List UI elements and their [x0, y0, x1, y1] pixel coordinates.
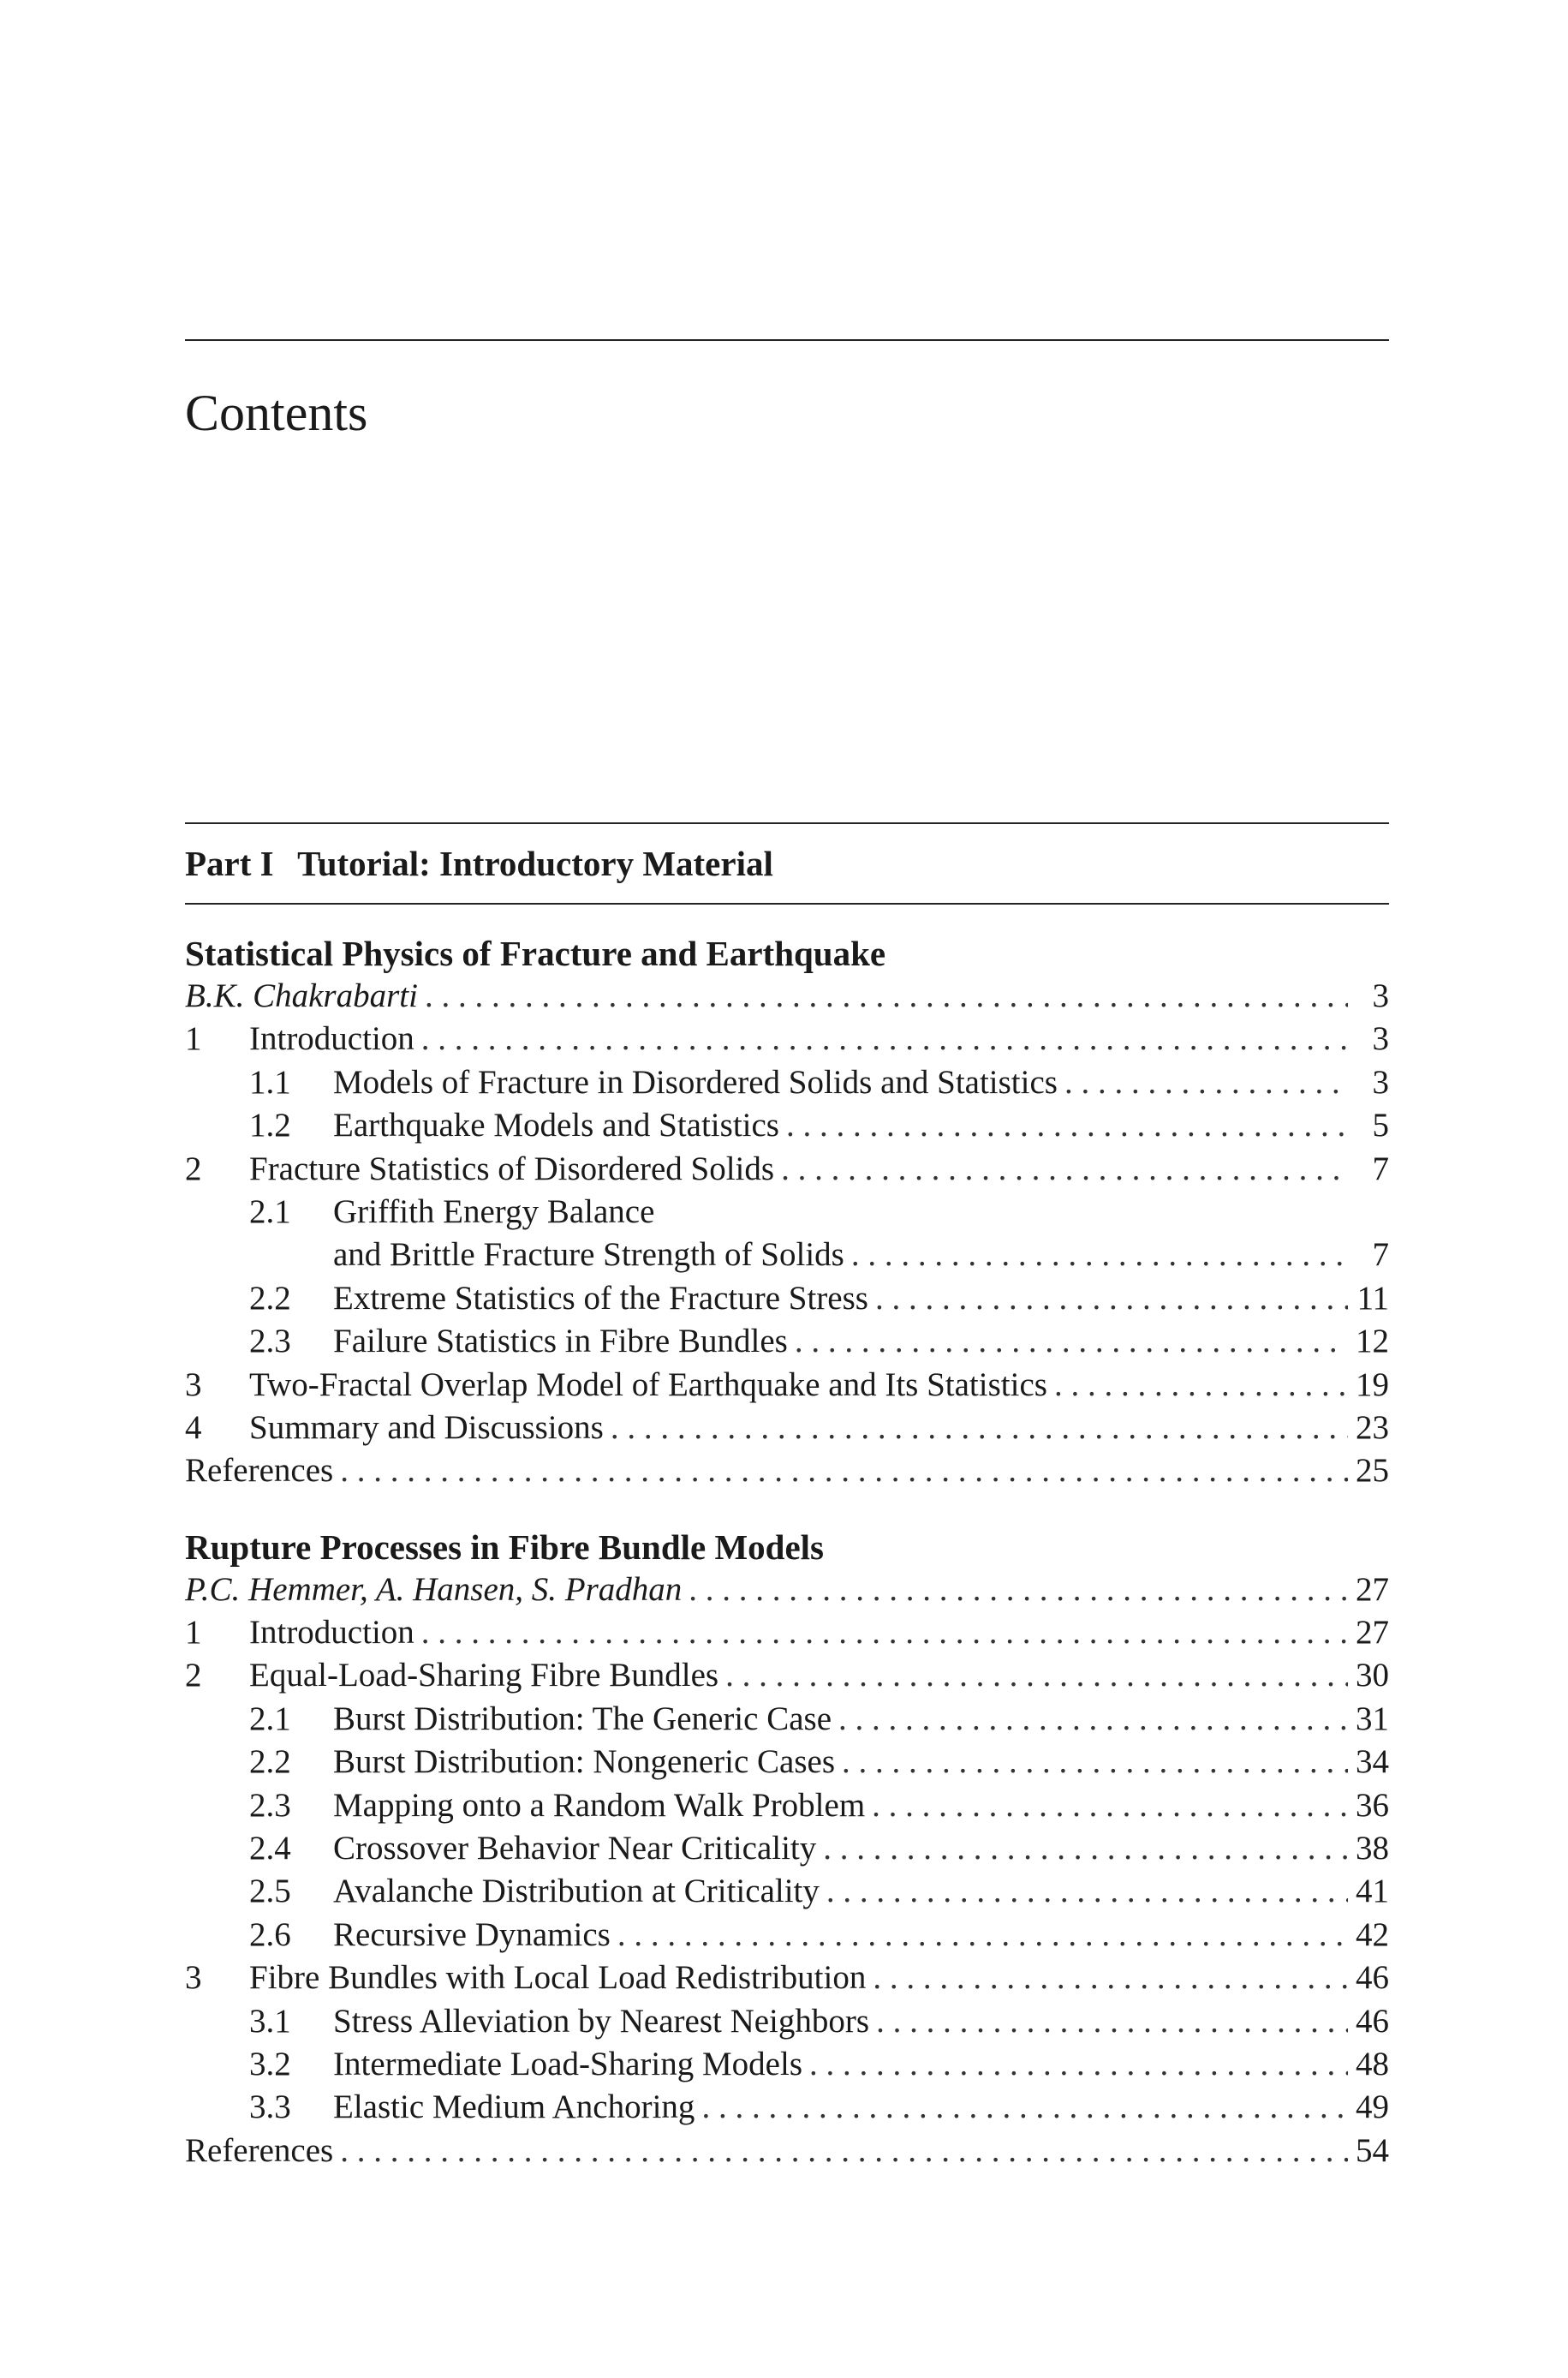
section-title: Elastic Medium Anchoring	[333, 2088, 695, 2126]
section-title: Intermediate Load-Sharing Models	[333, 2045, 802, 2082]
toc-entry[interactable]	[185, 2000, 1389, 2043]
section-title: Mapping onto a Random Walk Problem	[333, 1786, 866, 1824]
toc-entry[interactable]	[185, 1611, 1389, 1654]
section-title: Fibre Bundles with Local Load Redistribution	[249, 1959, 867, 1997]
leader-dots	[689, 1568, 1348, 1611]
toc-entry[interactable]	[185, 1914, 1389, 1957]
chapter-authors: P.C. Hemmer, A. Hansen, S. Pradhan	[185, 1570, 683, 1608]
toc-entry[interactable]	[185, 1320, 1389, 1363]
section-number: 1	[185, 1614, 202, 1652]
toc-entry[interactable]	[185, 1741, 1389, 1784]
page-number: 19	[1356, 1365, 1389, 1403]
page-number: 3	[1372, 1063, 1389, 1101]
chapter-list	[185, 932, 1389, 2172]
page-number: 5	[1372, 1107, 1389, 1144]
toc-entry[interactable]	[185, 1061, 1389, 1104]
leader-dots	[823, 1827, 1348, 1870]
toc-entry[interactable]	[185, 1191, 1389, 1234]
section-title: Earthquake Models and Statistics	[333, 1107, 779, 1144]
page-number: 41	[1356, 1873, 1389, 1910]
toc-entry[interactable]	[185, 1104, 1389, 1147]
section-number: 2.1	[249, 1700, 291, 1737]
page-number: 11	[1356, 1279, 1389, 1317]
leader-dots	[1054, 1364, 1348, 1407]
section-number: 3	[185, 1365, 202, 1403]
leader-dots	[340, 1449, 1348, 1492]
toc-author-row[interactable]	[185, 975, 1389, 1018]
leader-dots	[701, 2086, 1348, 2129]
section-number: 3.2	[249, 2045, 291, 2082]
page-number: 36	[1356, 1786, 1389, 1824]
section-number: 2.3	[249, 1323, 291, 1360]
leader-dots	[838, 1698, 1348, 1741]
section-title: Stress Alleviation by Nearest Neighbors	[333, 2002, 870, 2040]
toc-author-row[interactable]	[185, 1568, 1389, 1611]
leader-dots	[611, 1407, 1348, 1449]
page-number: 3	[1372, 977, 1389, 1014]
page-number: 30	[1356, 1657, 1389, 1694]
section-title: Introduction	[249, 1614, 414, 1652]
section-number: 2	[185, 1657, 202, 1694]
section-number: 2.1	[249, 1192, 291, 1230]
chapter-section	[185, 1526, 1389, 2172]
toc-entry[interactable]	[185, 1957, 1389, 1999]
page-number: 31	[1356, 1700, 1389, 1737]
section-number: 2.2	[249, 1279, 291, 1317]
leader-dots	[826, 1870, 1348, 1913]
section-title: Burst Distribution: The Generic Case	[333, 1700, 832, 1737]
section-title: Avalanche Distribution at Criticality	[333, 1873, 820, 1910]
leader-dots	[781, 1148, 1348, 1191]
leader-dots	[872, 1784, 1348, 1827]
section-title: Two-Fractal Overlap Model of Earthquake and Its Statistics	[249, 1365, 1047, 1403]
page-number: 46	[1356, 1959, 1389, 1997]
toc-entry[interactable]	[185, 1784, 1389, 1827]
page-number: 49	[1356, 2088, 1389, 2126]
section-number: 1.1	[249, 1063, 291, 1101]
section-title: Griffith Energy Balance	[333, 1192, 655, 1230]
top-rule	[185, 339, 1389, 341]
leader-dots	[876, 2000, 1348, 2043]
leader-dots	[1064, 1061, 1348, 1104]
section-title: Burst Distribution: Nongeneric Cases	[333, 1743, 836, 1781]
section-title: Models of Fracture in Disordered Solids and Statistics	[333, 1063, 1058, 1101]
part-label: Part I	[185, 844, 274, 883]
toc-references[interactable]	[185, 1449, 1389, 1492]
chapter-authors: B.K. Chakrabarti	[185, 977, 418, 1014]
toc-entry[interactable]	[185, 1698, 1389, 1741]
section-number: 2.2	[249, 1743, 291, 1781]
section-number: 2.5	[249, 1873, 291, 1910]
leader-dots	[809, 2043, 1348, 2086]
page-number: 42	[1356, 1915, 1389, 1953]
section-number: 1.2	[249, 1107, 291, 1144]
toc-entry[interactable]	[185, 2086, 1389, 2129]
section-title-continued: and Brittle Fracture Strength of Solids	[333, 1236, 844, 1274]
page-number: 7	[1372, 1150, 1389, 1187]
leader-dots	[786, 1104, 1348, 1147]
section-title: Recursive Dynamics	[333, 1915, 611, 1953]
leader-dots	[875, 1277, 1348, 1320]
leader-dots	[725, 1654, 1348, 1697]
page-number: 25	[1356, 1452, 1389, 1490]
chapter-title[interactable]: Rupture Processes in Fibre Bundle Models	[185, 1527, 825, 1567]
section-title: Failure Statistics in Fibre Bundles	[333, 1323, 788, 1360]
section-title: Equal-Load-Sharing Fibre Bundles	[249, 1657, 719, 1694]
toc-entry[interactable]	[185, 1364, 1389, 1407]
toc-entry[interactable]	[185, 1148, 1389, 1191]
leader-dots	[617, 1914, 1348, 1957]
leader-dots	[851, 1234, 1348, 1276]
page-number: 46	[1356, 2002, 1389, 2040]
contents-page	[185, 339, 1389, 2172]
section-title: Extreme Statistics of the Fracture Stress	[333, 1279, 868, 1317]
page-number: 27	[1356, 1570, 1389, 1608]
page-number: 7	[1372, 1236, 1389, 1274]
section-number: 4	[185, 1408, 202, 1446]
toc-entry[interactable]	[185, 1827, 1389, 1870]
chapter-title[interactable]: Statistical Physics of Fracture and Earthquake	[185, 934, 886, 973]
page-number: 54	[1356, 2131, 1389, 2169]
section-title: Introduction	[249, 1020, 414, 1058]
page-number: 34	[1356, 1743, 1389, 1781]
section-number: 3.3	[249, 2088, 291, 2126]
toc-entry[interactable]	[185, 1654, 1389, 1697]
part-block	[185, 822, 1389, 2172]
section-number: 2.3	[249, 1786, 291, 1824]
part-rule-bottom	[185, 903, 1389, 905]
section-number: 3	[185, 1959, 202, 1997]
page-number: 23	[1356, 1408, 1389, 1446]
section-number: 2.4	[249, 1830, 291, 1867]
toc-entry-continued[interactable]	[185, 1234, 1389, 1276]
page-number: 38	[1356, 1830, 1389, 1867]
page-number: 12	[1356, 1323, 1389, 1360]
leader-dots	[421, 1611, 1348, 1654]
leader-dots	[795, 1320, 1348, 1363]
section-title: References	[185, 1452, 334, 1490]
part-title: Tutorial: Introductory Material	[297, 844, 773, 883]
toc-entry[interactable]	[185, 1018, 1389, 1061]
section-title: Summary and Discussions	[249, 1408, 604, 1446]
leader-dots	[842, 1741, 1348, 1784]
leader-dots	[340, 2130, 1348, 2172]
toc-references[interactable]	[185, 2130, 1389, 2172]
section-number: 2.6	[249, 1915, 291, 1953]
leader-dots	[873, 1957, 1348, 1999]
toc-entry[interactable]	[185, 1870, 1389, 1913]
section-title: References	[185, 2131, 334, 2169]
section-title: Crossover Behavior Near Criticality	[333, 1830, 817, 1867]
toc-entry[interactable]	[185, 1407, 1389, 1449]
page-number: 27	[1356, 1614, 1389, 1652]
leader-dots	[421, 1018, 1348, 1061]
toc-entry[interactable]	[185, 1277, 1389, 1320]
part-rule-top	[185, 822, 1389, 824]
page-number: 48	[1356, 2045, 1389, 2082]
chapter-section	[185, 932, 1389, 1493]
leader-dots	[425, 975, 1348, 1018]
toc-entry[interactable]	[185, 2043, 1389, 2086]
part-heading	[185, 843, 1389, 884]
section-title: Fracture Statistics of Disordered Solids	[249, 1150, 775, 1187]
section-number: 3.1	[249, 2002, 291, 2040]
section-number: 2	[185, 1150, 202, 1187]
section-number: 1	[185, 1020, 202, 1058]
page-title: Contents	[185, 385, 368, 441]
page-number: 3	[1372, 1020, 1389, 1058]
